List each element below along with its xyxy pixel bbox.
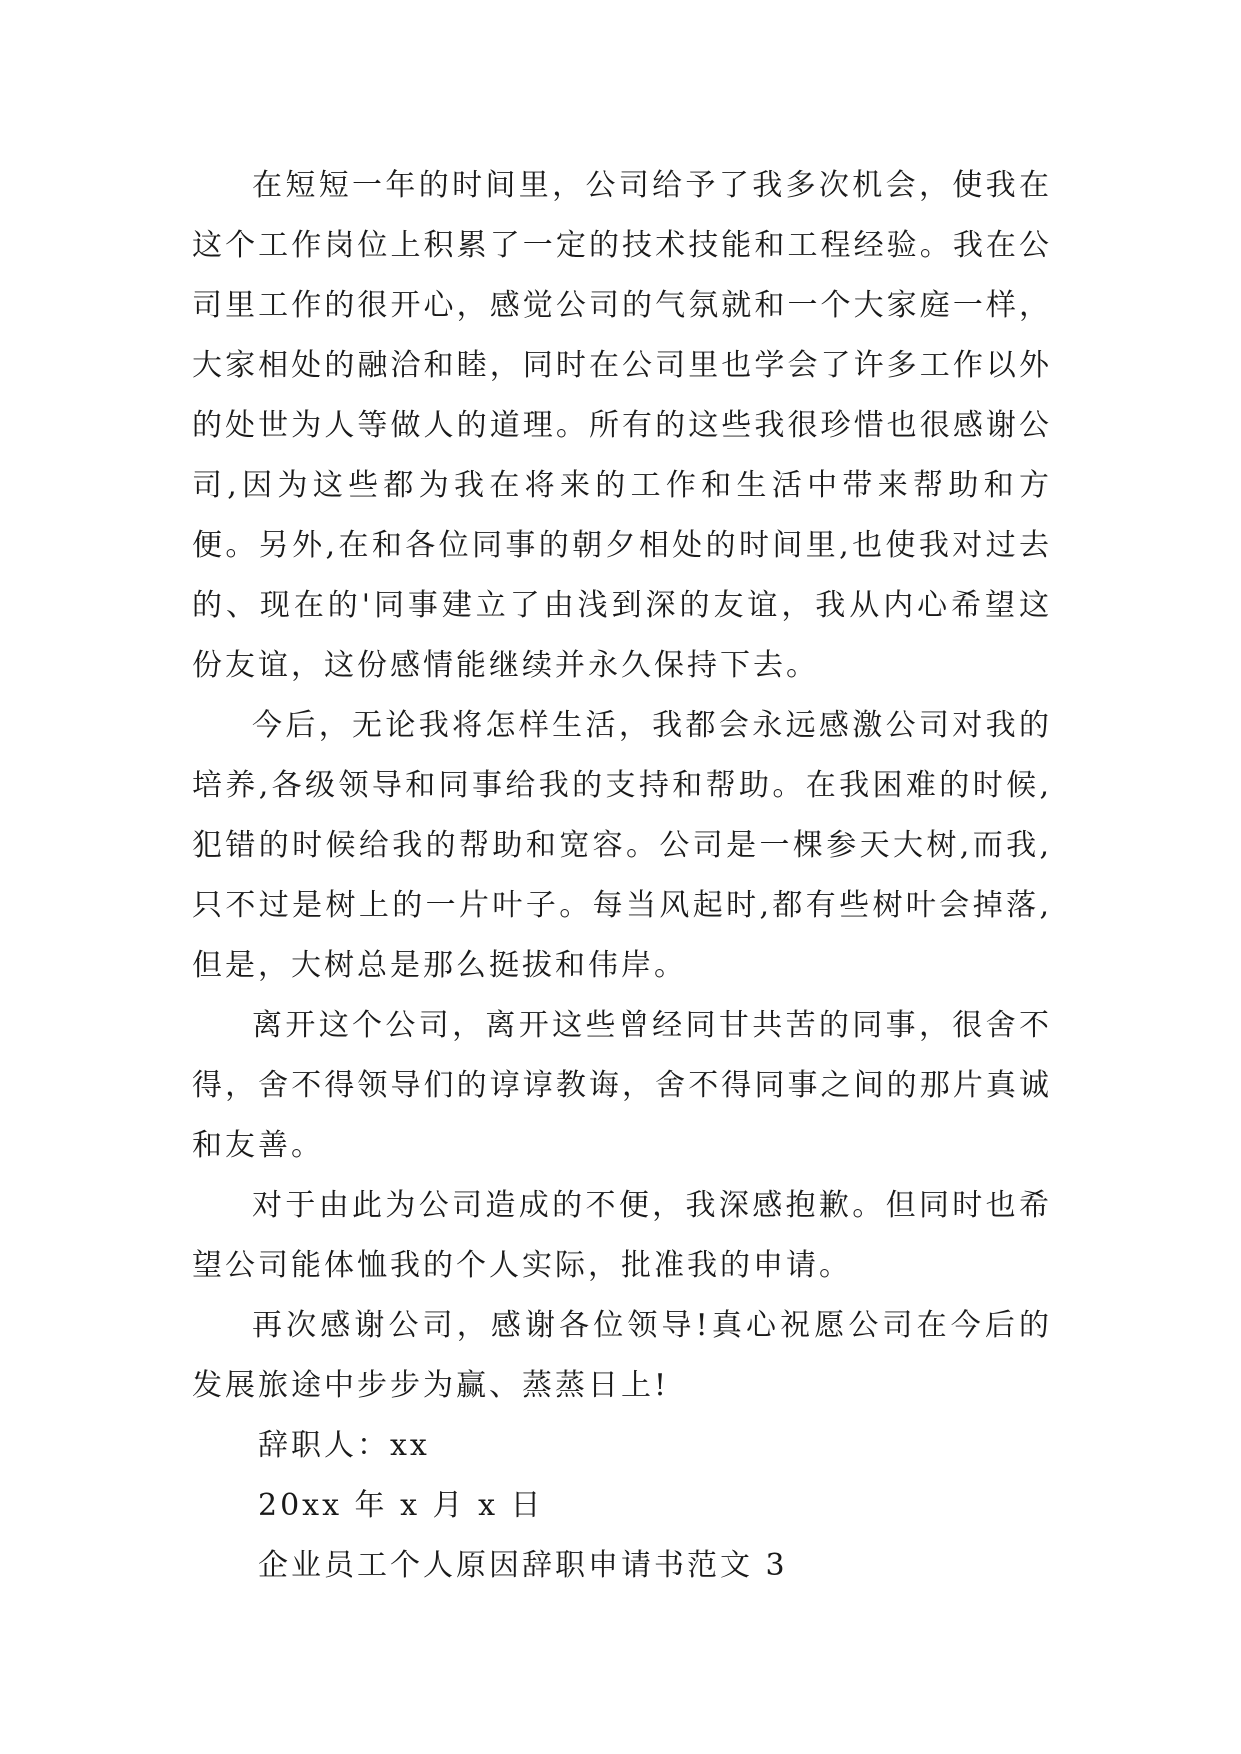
paragraph-gratitude: 在短短一年的时间里，公司给予了我多次机会，使我在这个工作岗位上积累了一定的技术技能和工程经验。我在公司里工作的很开心，感觉公司的气氛就和一个大家庭一样，大家相处的融洽和睦，同时在公司里也学会了许多工作以外的处世为人等做人的道理。所有的这些我很珍惜也很感谢公司,因为这些都为我在将来的工作和生活中带来帮助和方便。另外,在和各位同事的朝夕相处的时间里,也使我对过去的、现在的'同事建立了由浅到深的友谊，我从内心希望这份友谊，这份感情能继续并永久保持下去。 [192,168,1052,683]
paragraph-apology: 对于由此为公司造成的不便，我深感抱歉。但同时也希望公司能体恤我的个人实际，批准我的申请。 [192,1188,1052,1283]
resigner-signature: 辞职人：xx [258,1428,430,1463]
paragraph-future: 今后，无论我将怎样生活，我都会永远感激公司对我的培养,各级领导和同事给我的支持和帮助。在我困难的时候,犯错的时候给我的帮助和宽容。公司是一棵参天大树,而我,只不过是树上的一片叶子。每当风起时,都有些树叶会掉落,但是，大树总是那么挺拔和伟岸。 [192,708,1052,983]
paragraph-farewell: 离开这个公司，离开这些曾经同甘共苦的同事，很舍不得，舍不得领导们的谆谆教诲，舍不得同事之间的那片真诚和友善。 [192,1008,1052,1163]
signature-date: 20xx 年 x 月 x 日 [258,1488,544,1523]
letter-body [192,156,1052,1596]
paragraph-thanks: 再次感谢公司，感谢各位领导!真心祝愿公司在今后的发展旅途中步步为赢、蒸蒸日上! [192,1308,1052,1403]
next-section-heading: 企业员工个人原因辞职申请书范文 3 [258,1548,788,1583]
